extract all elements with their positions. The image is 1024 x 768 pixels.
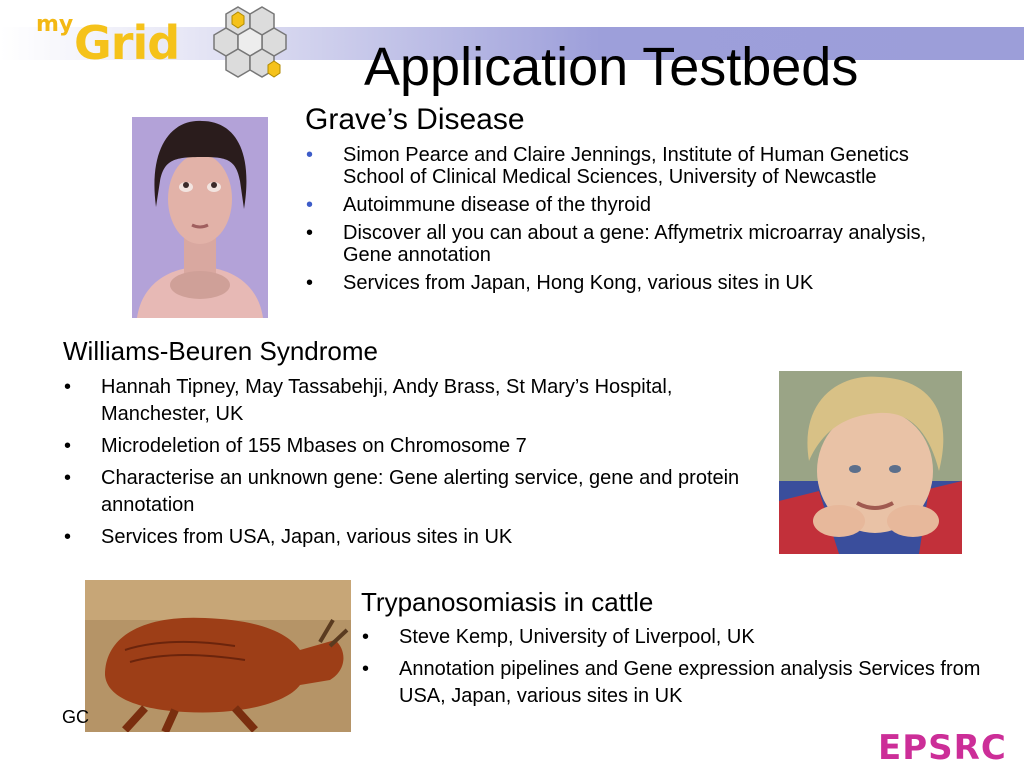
logo-grid-text: Grid [74,16,180,70]
list-item [305,194,965,216]
logo-my-text: my [36,12,74,37]
list-item [361,656,1021,710]
cattle-image [85,580,351,732]
williams-bullet-list [63,374,763,556]
list-item [305,222,965,266]
bullet-text: Services from Japan, Hong Kong, various sites in UK [343,272,814,294]
bullet-icon: • [64,467,72,489]
bullet-text: Annotation pipelines and Gene expression analysis Services from USA, Japan, various sites in UK [399,658,981,707]
hex-cubes-icon [208,2,308,92]
list-item [305,144,965,188]
williams-heading: Williams-Beuren Syndrome [63,336,378,366]
mygrid-logo [30,10,310,90]
footer-left-text: GC [62,707,89,727]
graves-patient-image [132,117,268,318]
bullet-text: Services from USA, Japan, various sites in UK [101,526,513,548]
bullet-icon: • [64,435,72,457]
tryp-heading: Trypanosomiasis in cattle [361,587,654,617]
bullet-icon: • [64,376,72,398]
bullet-icon: • [362,658,370,680]
list-item [63,524,763,551]
list-item [63,433,763,460]
bullet-text: Simon Pearce and Claire Jennings, Institute of Human Genetics School of Clinical Medical Sciences, University of Newcastle [343,144,909,188]
page-title: Application Testbeds [364,37,859,97]
list-item [63,465,763,519]
bullet-icon: • [306,272,314,294]
graves-patient-photo [132,117,268,318]
bullet-icon: • [306,222,314,244]
williams-child-image [779,371,962,554]
bullet-text: Autoimmune disease of the thyroid [343,194,651,216]
bullet-text: Discover all you can about a gene: Affymetrix microarray analysis, Gene annotation [343,222,927,266]
list-item [361,624,1021,651]
bullet-icon: • [306,194,314,216]
graves-bullet-list [305,144,965,300]
williams-child-photo [779,371,962,554]
cattle-photo [85,580,351,732]
bullet-text: Characterise an unknown gene: Gene alerting service, gene and protein annotation [101,467,740,516]
bullet-icon: • [362,626,370,648]
list-item [63,374,763,428]
bullet-text: Microdeletion of 155 Mbases on Chromosome 7 [101,435,527,457]
bullet-icon: • [64,526,72,548]
epsrc-logo: EPSRC [878,734,1007,764]
tryp-bullet-list [361,624,1021,715]
list-item [305,272,965,294]
bullet-icon: • [306,144,314,166]
bullet-text: Hannah Tipney, May Tassabehji, Andy Brass, St Mary’s Hospital, Manchester, UK [101,376,673,425]
graves-heading: Grave’s Disease [305,103,525,136]
bullet-text: Steve Kemp, University of Liverpool, UK [399,626,755,648]
